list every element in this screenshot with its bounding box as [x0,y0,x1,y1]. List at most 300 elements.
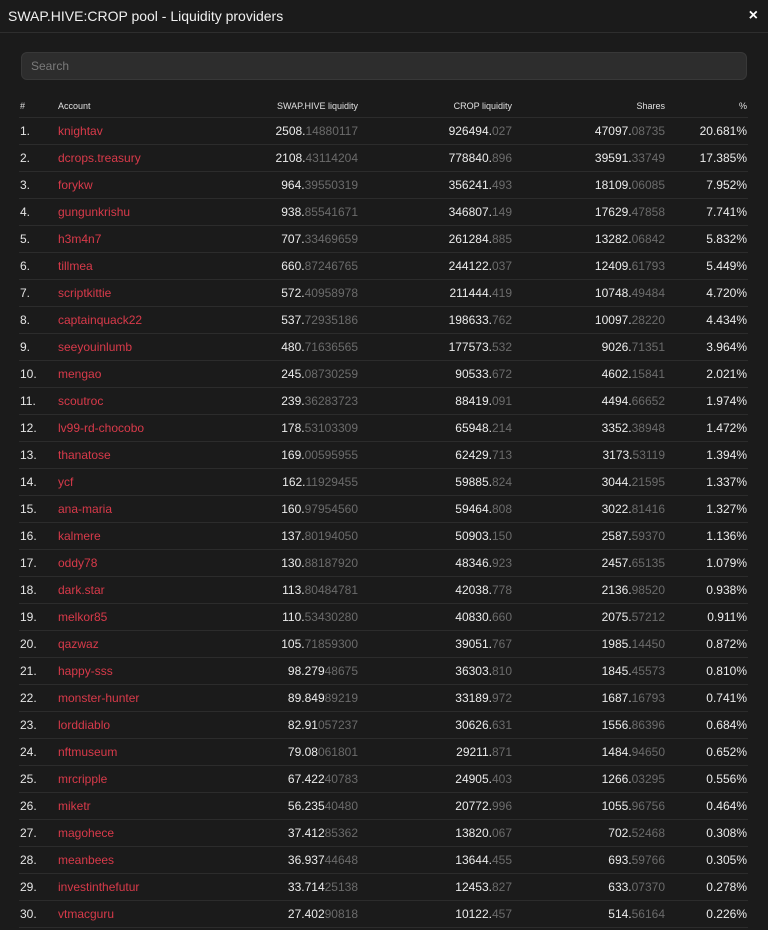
hive-liquidity-decimals: 90818 [324,907,358,921]
row-hive-liquidity [187,604,359,631]
row-percent [666,793,748,820]
table-row [19,172,748,199]
crop-liquidity-whole: 29211. [456,745,492,759]
hive-liquidity-decimals: 36283723 [304,394,358,408]
crop-liquidity-decimals: 149 [491,205,512,219]
row-crop-liquidity [359,496,513,523]
row-account-cell [57,361,187,388]
row-hive-liquidity [187,496,359,523]
hive-liquidity-whole: 964. [281,178,305,192]
crop-liquidity-decimals: 972 [491,691,512,705]
table-row [19,820,748,847]
row-rank: 2. [19,145,57,172]
table-row [19,766,748,793]
crop-liquidity-whole: 50903. [455,529,492,543]
account-link[interactable]: meanbees [58,853,115,867]
hive-liquidity-decimals: 40783 [324,772,358,786]
crop-liquidity-decimals: 767 [491,637,512,651]
row-hive-liquidity [187,766,359,793]
hive-liquidity-whole: 137. [281,529,305,543]
percent-value: 4.434% [706,313,747,327]
search-container [0,33,768,80]
search-input[interactable] [21,52,747,80]
crop-liquidity-whole: 926494. [448,124,492,138]
crop-liquidity-decimals: 532 [491,340,512,354]
percent-value: 7.741% [706,205,747,219]
hive-liquidity-decimals: 72935186 [304,313,358,327]
row-hive-liquidity [187,577,359,604]
account-link[interactable]: ycf [58,475,74,489]
row-hive-liquidity [187,226,359,253]
row-hive-liquidity [187,388,359,415]
row-rank: 15. [19,496,57,523]
shares-whole: 47097. [594,124,632,138]
row-account-cell [57,226,187,253]
shares-decimals: 08735 [631,124,665,138]
crop-liquidity-whole: 10122. [455,907,492,921]
row-shares [513,118,666,145]
account-link[interactable]: mrcripple [58,772,108,786]
table-row [19,415,748,442]
row-rank: 17. [19,550,57,577]
hive-liquidity-decimals: 53430280 [304,610,358,624]
row-shares [513,685,666,712]
shares-whole: 1055. [601,799,632,813]
shares-decimals: 49484 [631,286,665,300]
percent-value: 0.938% [706,583,747,597]
percent-value: 1.394% [706,448,747,462]
crop-liquidity-decimals: 419 [491,286,512,300]
hive-liquidity-whole: 82.91 [287,718,318,732]
row-hive-liquidity [187,793,359,820]
crop-liquidity-whole: 778840. [448,151,492,165]
col-header-shares: Shares [636,101,665,111]
row-hive-liquidity [187,874,359,901]
row-crop-liquidity [359,199,513,226]
hive-liquidity-whole: 36.937 [287,853,325,867]
account-link[interactable]: mengao [58,367,102,381]
percent-value: 5.449% [706,259,747,273]
row-account-cell [57,388,187,415]
row-shares [513,577,666,604]
row-account-cell [57,334,187,361]
shares-whole: 1556. [601,718,632,732]
account-link[interactable]: dark.star [58,583,105,597]
row-crop-liquidity [359,685,513,712]
table-row [19,658,748,685]
row-account-cell [57,496,187,523]
crop-liquidity-decimals: 631 [491,718,512,732]
table-row [19,847,748,874]
account-link[interactable]: ana-maria [58,502,113,516]
close-icon[interactable]: × [748,7,758,24]
crop-liquidity-whole: 177573. [448,340,492,354]
row-rank: 12. [19,415,57,442]
row-percent [666,577,748,604]
row-shares [513,172,666,199]
row-shares [513,496,666,523]
row-percent [666,253,748,280]
row-crop-liquidity [359,118,513,145]
crop-liquidity-whole: 244122. [448,259,492,273]
row-rank: 26. [19,793,57,820]
row-crop-liquidity [359,739,513,766]
hive-liquidity-whole: 537. [281,313,305,327]
row-crop-liquidity [359,361,513,388]
crop-liquidity-whole: 90533. [455,367,492,381]
hive-liquidity-decimals: 057237 [317,718,358,732]
row-account-cell [57,631,187,658]
row-percent [666,118,748,145]
row-crop-liquidity [359,145,513,172]
shares-decimals: 53119 [632,448,665,462]
row-percent [666,820,748,847]
account-link[interactable]: gungunkrishu [58,205,131,219]
row-percent [666,199,748,226]
shares-whole: 13282. [594,232,632,246]
shares-whole: 702. [608,826,632,840]
liquidity-providers-table [19,95,748,928]
account-link[interactable]: lv99-rd-chocobo [58,421,145,435]
row-hive-liquidity [187,658,359,685]
percent-value: 2.021% [706,367,747,381]
crop-liquidity-whole: 356241. [448,178,492,192]
row-hive-liquidity [187,334,359,361]
account-link[interactable]: tillmea [58,259,93,273]
row-rank: 22. [19,685,57,712]
shares-whole: 3022. [601,502,632,516]
row-rank: 19. [19,604,57,631]
row-hive-liquidity [187,415,359,442]
row-shares [513,253,666,280]
crop-liquidity-whole: 261284. [448,232,492,246]
percent-value: 0.911% [707,610,747,624]
table-row [19,712,748,739]
row-rank: 3. [19,172,57,199]
hive-liquidity-decimals: 08730259 [304,367,358,381]
row-rank: 6. [19,253,57,280]
row-crop-liquidity [359,388,513,415]
row-hive-liquidity [187,172,359,199]
hive-liquidity-decimals: 25138 [324,880,358,894]
account-link[interactable]: lorddiablo [58,718,111,732]
crop-liquidity-decimals: 455 [491,853,512,867]
hive-liquidity-whole: 130. [281,556,305,570]
shares-decimals: 57212 [631,610,665,624]
crop-liquidity-decimals: 403 [491,772,512,786]
account-link[interactable]: oddy78 [58,556,98,570]
row-rank: 24. [19,739,57,766]
shares-decimals: 59370 [631,529,665,543]
row-crop-liquidity [359,874,513,901]
row-shares [513,712,666,739]
row-crop-liquidity [359,793,513,820]
row-percent [666,469,748,496]
account-link[interactable]: dcrops.treasury [58,151,141,165]
hive-liquidity-decimals: 40480 [324,799,358,813]
row-crop-liquidity [359,226,513,253]
row-crop-liquidity [359,469,513,496]
account-link[interactable]: qazwaz [58,637,99,651]
hive-liquidity-decimals: 48675 [324,664,358,678]
row-crop-liquidity [359,631,513,658]
shares-whole: 4602. [601,367,632,381]
account-link[interactable]: nftmuseum [58,745,118,759]
hive-liquidity-whole: 2508. [275,124,306,138]
row-crop-liquidity [359,415,513,442]
hive-liquidity-whole: 89.849 [287,691,325,705]
shares-whole: 1985. [601,637,632,651]
row-rank: 30. [19,901,57,928]
hive-liquidity-whole: 2108. [275,151,306,165]
row-crop-liquidity [359,442,513,469]
percent-value: 1.079% [706,556,747,570]
row-hive-liquidity [187,145,359,172]
shares-whole: 1484. [601,745,632,759]
row-shares [513,145,666,172]
table-header-row [19,95,748,118]
crop-liquidity-whole: 33189. [455,691,492,705]
row-account-cell [57,523,187,550]
hive-liquidity-decimals: 53103309 [304,421,358,435]
account-link[interactable]: happy-sss [58,664,113,678]
row-crop-liquidity [359,550,513,577]
row-shares [513,658,666,685]
hive-liquidity-whole: 56.235 [287,799,325,813]
row-account-cell [57,577,187,604]
table-row [19,334,748,361]
hive-liquidity-whole: 245. [281,367,305,381]
shares-decimals: 59766 [631,853,665,867]
account-link[interactable]: scriptkittie [58,286,112,300]
shares-decimals: 21595 [631,475,665,489]
account-link[interactable]: h3m4n7 [58,232,102,246]
crop-liquidity-whole: 65948. [455,421,492,435]
hive-liquidity-whole: 113. [282,583,305,597]
hive-liquidity-decimals: 40958978 [304,286,358,300]
crop-liquidity-decimals: 810 [491,664,512,678]
crop-liquidity-whole: 24905. [455,772,492,786]
crop-liquidity-whole: 20772. [455,799,492,813]
table-row [19,631,748,658]
account-link[interactable]: vtmacguru [58,907,115,921]
account-link[interactable]: captainquack22 [58,313,143,327]
row-crop-liquidity [359,253,513,280]
row-hive-liquidity [187,253,359,280]
hive-liquidity-whole: 480. [281,340,305,354]
crop-liquidity-whole: 39051. [455,637,492,651]
table-row [19,577,748,604]
row-account-cell [57,442,187,469]
table-row [19,361,748,388]
shares-decimals: 28220 [631,313,665,327]
row-rank: 9. [19,334,57,361]
row-crop-liquidity [359,901,513,928]
col-header-rank: # [20,101,26,111]
row-account-cell [57,307,187,334]
row-shares [513,226,666,253]
hive-liquidity-decimals: 43114204 [305,151,358,165]
hive-liquidity-decimals: 44648 [324,853,358,867]
crop-liquidity-whole: 211444. [449,286,492,300]
row-percent [666,550,748,577]
row-account-cell [57,469,187,496]
shares-decimals: 66652 [631,394,665,408]
percent-value: 0.741% [706,691,747,705]
row-rank: 1. [19,118,57,145]
hive-liquidity-whole: 110. [282,610,305,624]
crop-liquidity-whole: 12453. [455,880,492,894]
shares-decimals: 65135 [631,556,665,570]
row-percent [666,847,748,874]
shares-decimals: 16793 [631,691,665,705]
crop-liquidity-decimals: 027 [491,124,512,138]
row-shares [513,631,666,658]
shares-decimals: 15841 [631,367,665,381]
row-crop-liquidity [359,307,513,334]
hive-liquidity-whole: 178. [281,421,305,435]
crop-liquidity-whole: 62429. [455,448,492,462]
row-rank: 23. [19,712,57,739]
table-row [19,388,748,415]
shares-whole: 3352. [601,421,632,435]
account-link[interactable]: knightav [58,124,103,138]
row-rank: 21. [19,658,57,685]
row-crop-liquidity [359,523,513,550]
crop-liquidity-whole: 88419. [455,394,492,408]
hive-liquidity-whole: 33.714 [287,880,325,894]
row-hive-liquidity [187,901,359,928]
row-shares [513,874,666,901]
row-account-cell [57,604,187,631]
row-percent [666,874,748,901]
row-account-cell [57,118,187,145]
row-account-cell [57,793,187,820]
shares-whole: 2457. [601,556,632,570]
shares-whole: 10097. [594,313,632,327]
account-link[interactable]: magohece [58,826,115,840]
table-row [19,253,748,280]
account-link[interactable]: investinthefutur [58,880,140,894]
row-hive-liquidity [187,685,359,712]
hive-liquidity-decimals: 14880117 [305,124,358,138]
row-account-cell [57,145,187,172]
percent-value: 1.136% [706,529,747,543]
hive-liquidity-decimals: 71636565 [304,340,358,354]
row-rank: 27. [19,820,57,847]
shares-whole: 2136. [601,583,632,597]
table-row [19,901,748,928]
row-rank: 13. [19,442,57,469]
shares-decimals: 86396 [631,718,665,732]
row-crop-liquidity [359,172,513,199]
shares-whole: 1687. [601,691,632,705]
row-percent [666,361,748,388]
account-link[interactable]: thanatose [58,448,111,462]
account-link[interactable]: kalmere [58,529,101,543]
hive-liquidity-whole: 105. [281,637,305,651]
percent-value: 0.305% [706,853,747,867]
row-shares [513,847,666,874]
row-percent [666,280,748,307]
table-row [19,550,748,577]
row-hive-liquidity [187,469,359,496]
row-account-cell [57,901,187,928]
shares-whole: 4494. [601,394,632,408]
row-account-cell [57,253,187,280]
percent-value: 0.464% [706,799,747,813]
hive-liquidity-whole: 169. [281,448,305,462]
row-rank: 11. [19,388,57,415]
crop-liquidity-whole: 42038. [455,583,492,597]
shares-whole: 2587. [601,529,632,543]
crop-liquidity-decimals: 778 [491,583,512,597]
row-percent [666,739,748,766]
row-crop-liquidity [359,712,513,739]
table-row [19,604,748,631]
row-crop-liquidity [359,334,513,361]
shares-decimals: 56164 [631,907,665,921]
row-account-cell [57,766,187,793]
row-rank: 5. [19,226,57,253]
shares-decimals: 98520 [631,583,665,597]
row-crop-liquidity [359,820,513,847]
row-rank: 18. [19,577,57,604]
account-link[interactable]: melkor85 [58,610,108,624]
row-crop-liquidity [359,766,513,793]
account-link[interactable]: monster-hunter [58,691,140,705]
shares-whole: 514. [608,907,632,921]
row-hive-liquidity [187,442,359,469]
shares-whole: 12409. [594,259,632,273]
crop-liquidity-decimals: 457 [491,907,512,921]
account-link[interactable]: scoutroc [58,394,104,408]
crop-liquidity-whole: 13820. [455,826,492,840]
hive-liquidity-decimals: 89219 [324,691,358,705]
table-row [19,685,748,712]
row-percent [666,172,748,199]
shares-decimals: 71351 [631,340,665,354]
percent-value: 20.681% [699,124,747,138]
percent-value: 0.278% [706,880,747,894]
row-account-cell [57,739,187,766]
row-shares [513,469,666,496]
hive-liquidity-whole: 162. [282,475,306,489]
crop-liquidity-decimals: 493 [491,178,512,192]
account-link[interactable]: miketr [58,799,91,813]
table-row [19,145,748,172]
shares-decimals: 81416 [631,502,665,516]
shares-whole: 39591. [594,151,632,165]
crop-liquidity-whole: 198633. [448,313,492,327]
crop-liquidity-whole: 40830. [455,610,492,624]
shares-decimals: 06842 [631,232,665,246]
row-hive-liquidity [187,631,359,658]
shares-decimals: 52468 [631,826,665,840]
row-percent [666,631,748,658]
table-row [19,442,748,469]
row-hive-liquidity [187,199,359,226]
row-shares [513,388,666,415]
hive-liquidity-whole: 79.08 [287,745,318,759]
row-account-cell [57,658,187,685]
percent-value: 0.684% [706,718,747,732]
row-rank: 10. [19,361,57,388]
shares-whole: 18109. [594,178,632,192]
account-link[interactable]: forykw [58,178,93,192]
account-link[interactable]: seeyouinlumb [58,340,133,354]
shares-decimals: 33749 [631,151,665,165]
